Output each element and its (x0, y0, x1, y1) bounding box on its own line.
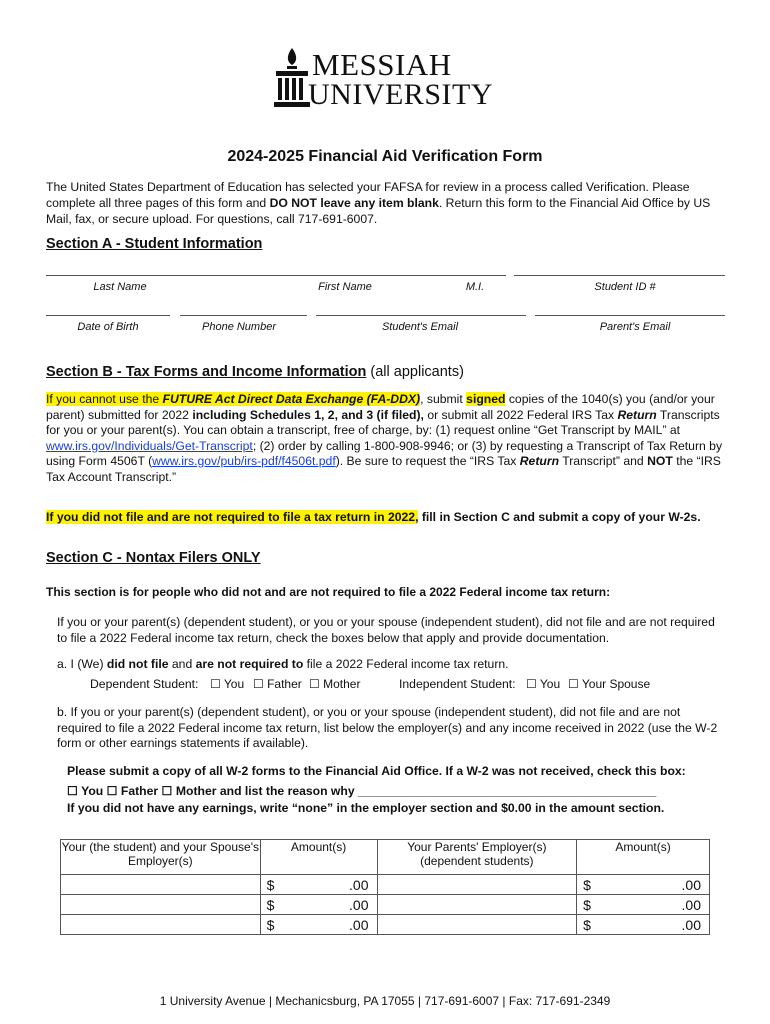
dob-label: Date of Birth (77, 321, 139, 333)
form-4506t-link[interactable]: www.irs.gov/pub/irs-pdf/f4506t.pdf (152, 454, 336, 468)
name-line[interactable] (46, 275, 506, 276)
w2-line-1: Please submit a copy of all W-2 forms to the Financial Aid Office. If a W-2 was not received, check this box: (67, 764, 686, 778)
ind-spouse-checkbox[interactable]: ☐ Your Spouse (568, 677, 651, 691)
dep-mother-checkbox[interactable]: ☐ Mother (309, 677, 361, 691)
section-c-intro: If you or your parent(s) (dependent student), or you or your spouse (independent student), did not file and are not required to file a 2022 Federal income tax return, check the boxes below that apply and provide documentation. (57, 615, 715, 645)
intro-paragraph: The United States Department of Education has selected your FAFSA for review in a process called Verification. Please complete all three pages of this form and DO NOT leave any item blank. Return this form to the Financial Aid Office by US Mail, fax, or secure upload. For questions, call 717-691-6007. (46, 180, 711, 226)
phone-line[interactable] (180, 315, 307, 316)
table-row (61, 895, 710, 915)
student-employer-cell[interactable] (61, 915, 261, 935)
form-title: 2024-2025 Financial Aid Verification Form (227, 148, 543, 165)
get-transcript-link[interactable]: www.irs.gov/Individuals/Get-Transcript (46, 438, 253, 453)
dep-you-checkbox[interactable]: ☐ You (210, 677, 245, 691)
student-id-line[interactable] (514, 275, 725, 276)
w2-checkbox-line[interactable]: ☐ You ☐ Father ☐ Mother and list the reason why ____________________________________________ (67, 783, 657, 798)
parent-amount-header: Amount(s) (577, 840, 710, 875)
student-employer-header: Your (the student) and your Spouse's Employer(s) (61, 840, 261, 875)
parent-employer-cell[interactable] (377, 875, 577, 895)
student-amount-cell[interactable]: $ .00 (260, 915, 377, 935)
student-amount-header: Amount(s) (260, 840, 377, 875)
independent-student-label: Independent Student: (399, 677, 516, 691)
last-name-label: Last Name (93, 281, 147, 293)
section-b-paragraph: If you cannot use the FUTURE Act Direct Data Exchange (FA-DDX), submit signed copies of the 1040(s) you (and/or your parent) submitted for 2022 including Schedules 1, 2, and 3 (if filed), or submit all 2022 Federal IRS Tax Return Transcripts for you or your parent(s). You can obtain a transcript, free of charge, by: (1) request online “Get Transcript by MAIL” at www.irs.gov/Individuals/Get-Transcript; (2) order by calling 1-800-908-9946; or (3) by requesting a Transcript of Tax Return by using Form 4506T (www.irs.gov/pub/irs-pdf/f4506t.pdf). Be sure to request the “IRS Tax Return Transcript” and NOT the “IRS Tax Account Transcript.” (46, 392, 723, 484)
table-header-row (61, 840, 710, 875)
parent-employer-cell[interactable] (377, 915, 577, 935)
student-email-line[interactable] (316, 315, 526, 316)
mi-label: M.I. (465, 281, 485, 293)
ind-you-checkbox[interactable]: ☐ You (526, 677, 561, 691)
table-row (61, 875, 710, 895)
student-amount-cell[interactable]: $ .00 (260, 875, 377, 895)
student-employer-cell[interactable] (61, 875, 261, 895)
dep-father-checkbox[interactable]: ☐ Father (253, 677, 302, 691)
student-email-label: Student's Email (381, 321, 459, 333)
parent-amount-cell[interactable]: $ .00 (577, 895, 710, 915)
student-amount-cell[interactable]: $ .00 (260, 895, 377, 915)
parent-employer-cell[interactable] (377, 895, 577, 915)
footer-address: 1 University Avenue | Mechanicsburg, PA 17055 | 717-691-6007 | Fax: 717-691-2349 (159, 994, 611, 1008)
parent-amount-cell[interactable]: $ .00 (577, 915, 710, 935)
section-b-heading: Section B - Tax Forms and Income Information (all applicants) (46, 364, 464, 380)
phone-label: Phone Number (202, 321, 276, 333)
parent-email-label: Parent's Email (599, 321, 671, 333)
parent-email-line[interactable] (535, 315, 725, 316)
student-employer-cell[interactable] (61, 895, 261, 915)
section-c-heading: Section C - Nontax Filers ONLY (46, 550, 261, 566)
w2-line-3: If you did not have any earnings, write “none” in the employer section and $0.00 in the amount section. (67, 801, 665, 815)
logo-word-university: UNIVERSITY (308, 78, 493, 111)
section-a-heading: Section A - Student Information (46, 236, 263, 252)
dependent-student-label: Dependent Student: (90, 677, 199, 691)
first-name-label: First Name (318, 281, 372, 293)
nonfiler-instruction: If you did not file and are not required to file a tax return in 2022, fill in Section C and submit a copy of your W-2s. (46, 510, 701, 524)
messiah-university-logo (270, 46, 502, 112)
dob-line[interactable] (46, 315, 170, 316)
w2-instruction (67, 764, 747, 817)
employer-table (60, 839, 710, 935)
parent-employer-header: Your Parents' Employer(s) (dependent students) (377, 840, 577, 875)
section-c-lead: This section is for people who did not and are not required to file a 2022 Federal income tax return: (46, 585, 611, 599)
parent-amount-cell[interactable]: $ .00 (577, 875, 710, 895)
item-b-text: b. If you or your parent(s) (dependent student), or you or your spouse (independent student), did not file and are not required to file a 2022 Federal income tax return, list below the employer(s) and any income received in 2022 (use the W-2 form or other earnings statements if available). (57, 705, 718, 750)
item-a-text: a. I (We) did not file and are not required to file a 2022 Federal income tax return. (57, 657, 509, 671)
logo-word-messiah: MESSIAH (312, 47, 452, 82)
table-row (61, 915, 710, 935)
student-id-label: Student ID # (594, 281, 656, 293)
